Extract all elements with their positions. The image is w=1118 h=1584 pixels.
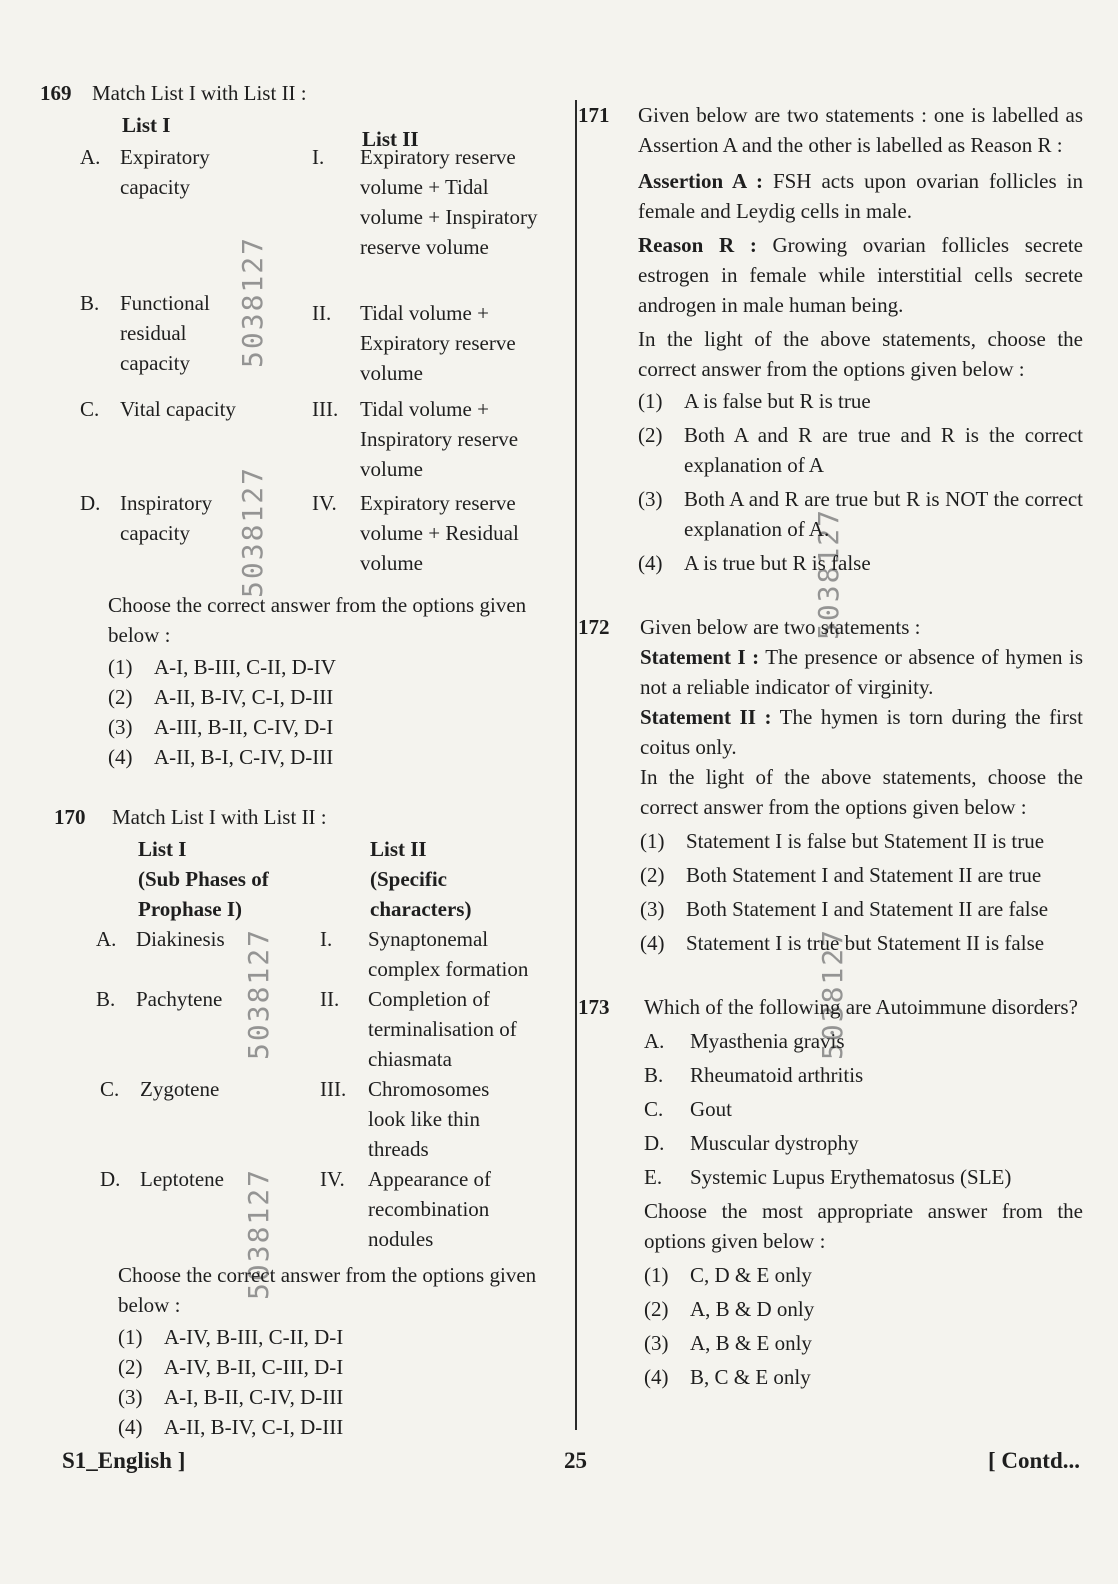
list-1-header: List I <box>122 113 171 137</box>
option-3[interactable]: (3) Both Statement I and Statement II are false <box>640 897 1049 921</box>
question-prompt: Which of the following are Autoimmune disorders? <box>644 995 1078 1019</box>
option-4[interactable]: (4) A-II, B-I, C-IV, D-III <box>108 745 334 769</box>
left-column <box>40 78 565 1442</box>
question-intro: Given below are two statements : <box>640 615 921 639</box>
list-1-item: A. Diakinesis <box>96 927 225 951</box>
watermark: 5038127 <box>236 235 269 368</box>
list-1-item: A. Expiratory capacity <box>80 145 210 199</box>
option-2[interactable]: (2) A, B & D only <box>644 1297 815 1321</box>
option-3[interactable]: (3) A, B & E only <box>644 1331 812 1355</box>
options-list <box>638 386 1083 578</box>
question-prompt: Match List I with List II : <box>112 805 327 829</box>
watermark: 5038127 <box>816 927 849 1060</box>
column-divider <box>575 100 577 1430</box>
options-list <box>644 1260 1083 1392</box>
match-lists <box>54 834 565 1254</box>
watermark: 5038127 <box>236 465 269 598</box>
list-item: D. Muscular dystrophy <box>644 1131 859 1155</box>
question-171 <box>578 100 1083 578</box>
question-173 <box>578 992 1083 1392</box>
watermark: 5038127 <box>242 1167 275 1300</box>
list-1-subheader: (Sub Phases of Prophase I) <box>138 867 269 921</box>
option-4[interactable]: (4) A is true but R is false <box>638 551 871 575</box>
question-172 <box>578 612 1083 958</box>
list-2-item: IV. Expiratory reserve volume + Residual volume <box>312 491 519 575</box>
list-item: B. Rheumatoid arthritis <box>644 1063 864 1087</box>
option-1[interactable]: (1) Statement I is false but Statement II is true <box>640 829 1045 853</box>
question-instruction: In the light of the above statements, choose the correct answer from the options given below : <box>638 327 1083 381</box>
option-1[interactable]: (1) C, D & E only <box>644 1263 812 1287</box>
option-1[interactable]: (1) A-I, B-III, C-II, D-IV <box>108 655 336 679</box>
list-item: A. Myasthenia gravis <box>644 1029 845 1053</box>
question-number: 171 <box>578 103 610 127</box>
list-2-subheader: (Specific characters) <box>370 867 472 921</box>
question-169 <box>40 78 565 772</box>
question-number: 172 <box>578 615 610 639</box>
footer-paper-code: S1_English ] <box>62 1448 186 1473</box>
option-3[interactable]: (3) Both A and R are true but R is NOT the correct explanation of A. <box>638 487 1083 541</box>
question-instruction: Choose the correct answer from the options given below : <box>108 593 527 647</box>
option-3[interactable]: (3) A-III, B-II, C-IV, D-I <box>108 715 334 739</box>
option-2[interactable]: (2) Both A and R are true and R is the correct explanation of A <box>638 423 1083 477</box>
list-2-item: III. Tidal volume + Inspiratory reserve volume <box>312 397 519 481</box>
watermark: 5038127 <box>812 507 845 640</box>
question-instruction: Choose the correct answer from the options given below : <box>118 1263 537 1317</box>
watermark: 5038127 <box>242 927 275 1060</box>
list-2-item: II. Completion of terminalisation of chiasmata <box>320 987 517 1071</box>
options-list <box>640 826 1083 958</box>
option-1[interactable]: (1) A-IV, B-III, C-II, D-I <box>118 1325 344 1349</box>
question-instruction: In the light of the above statements, choose the correct answer from the options given below : <box>640 765 1083 819</box>
footer-page-number: 25 <box>564 1448 587 1473</box>
statement-2: Statement II : The hymen is torn during the first coitus only. <box>640 705 1084 759</box>
list-1-item: C. Zygotene <box>100 1077 220 1101</box>
options-list <box>118 1322 565 1442</box>
statement-1: Statement I : The presence or absence of hymen is not a reliable indicator of virginity. <box>640 645 1084 699</box>
question-number: 169 <box>40 81 72 105</box>
item-list <box>644 1026 1083 1192</box>
list-2-item: II. Tidal volume + Expiratory reserve volume <box>312 301 516 385</box>
list-2-item: IV. Appearance of recombination nodules <box>320 1167 492 1251</box>
option-4[interactable]: (4) Statement I is true but Statement II is false <box>640 931 1045 955</box>
option-1[interactable]: (1) A is false but R is true <box>638 389 871 413</box>
list-item: C. Gout <box>644 1097 732 1121</box>
option-2[interactable]: (2) Both Statement I and Statement II are true <box>640 863 1042 887</box>
option-4[interactable]: (4) B, C & E only <box>644 1365 811 1389</box>
option-4[interactable]: (4) A-II, B-IV, C-I, D-III <box>118 1415 344 1439</box>
question-instruction: Choose the most appropriate answer from the options given below : <box>644 1199 1083 1253</box>
list-1-item: D. Inspiratory capacity <box>80 491 213 545</box>
option-2[interactable]: (2) A-IV, B-II, C-III, D-I <box>118 1355 344 1379</box>
question-170 <box>54 802 565 1442</box>
list-2-item: III. Chromosomes look like thin threads <box>320 1077 490 1161</box>
list-1-header: List I (Sub Phases of Prophase I) <box>138 834 308 924</box>
list-1-item: D. Leptotene <box>100 1167 224 1191</box>
option-2[interactable]: (2) A-II, B-IV, C-I, D-III <box>108 685 334 709</box>
assertion: Assertion A : FSH acts upon ovarian follicles in female and Leydig cells in male. <box>638 169 1083 223</box>
options-list <box>108 652 565 772</box>
list-2-header: List II (Specific characters) <box>370 834 510 924</box>
list-2-item: I. Expiratory reserve volume + Tidal volume + Inspiratory reserve volume <box>312 145 538 259</box>
question-number: 170 <box>54 805 86 829</box>
footer-continued: [ Contd... <box>988 1448 1081 1473</box>
right-column <box>578 100 1083 1392</box>
match-lists <box>40 110 565 584</box>
list-item: E. Systemic Lupus Erythematosus (SLE) <box>644 1165 1012 1189</box>
list-1-item: B. Pachytene <box>96 987 223 1011</box>
option-3[interactable]: (3) A-I, B-II, C-IV, D-III <box>118 1385 344 1409</box>
reason: Reason R : Growing ovarian follicles secrete estrogen in female while interstitial cells secrete androgen in male human being. <box>638 233 1083 317</box>
list-1-item: B. Functional residual capacity <box>80 291 210 375</box>
list-1-item: C. Vital capacity <box>80 397 236 421</box>
question-prompt: Match List I with List II : <box>92 81 307 105</box>
question-number: 173 <box>578 995 610 1019</box>
question-intro: Given below are two statements : one is labelled as Assertion A and the other is labelled as Reason R : Assertion A : FSH acts upon ovarian follicles in female and Leydig cells in male. Reason R : Growing ovarian follicles secrete estrogen in female while interstitial cells secrete androgen in male human being. In the light of the above statements, choose the correct answer from the options given below : (1) A is false but R is true (2) Both A and R are true and R is the correct explanation of A (3) Both A and R are true but R is NOT the correct explanation of A. (4) A is true but R is false <box>638 100 1083 578</box>
list-2-header: List II <box>362 127 419 151</box>
list-2-item: I. Synaptonemal complex formation <box>320 927 529 981</box>
